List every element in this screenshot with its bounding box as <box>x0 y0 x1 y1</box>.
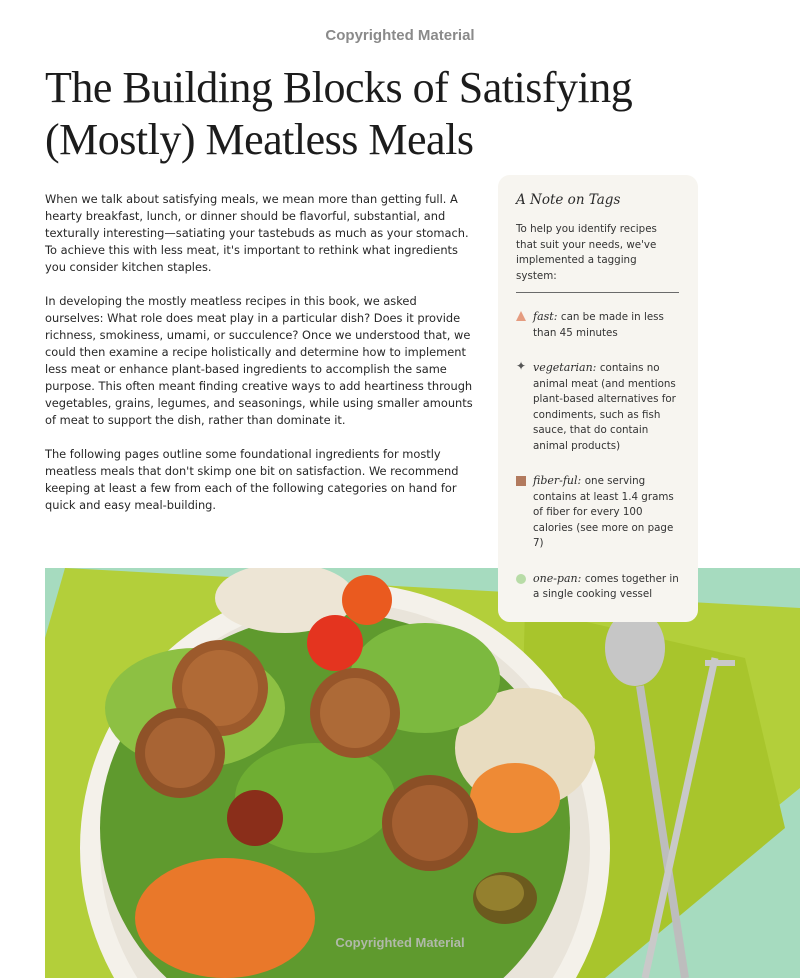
page-title: The Building Blocks of Satisfying (Mostly) Meatless Meals <box>45 63 633 164</box>
tag-description: can be made in less than 45 minutes <box>533 311 664 339</box>
triangle-icon <box>516 311 526 321</box>
tag-name: fiber-ful: <box>533 474 585 487</box>
paragraph-3: The following pages outline some foundational ingredients for mostly meatless meals that don't skimp one bit on satisfaction. We recommend keeping at least a few from each of the following categories on hand for quick and easy meal-building. <box>45 447 459 512</box>
tag-description: contains no animal meat (and mentions plant-based alternatives for condiments, such as fish sauce, that do contain animal products) <box>533 362 676 452</box>
square-icon <box>516 476 526 486</box>
watermark-bottom: Copyrighted Material <box>335 935 465 950</box>
salad-bowl-photo <box>45 568 800 978</box>
note-intro: To help you identify recipes that suit your needs, we've implemented a tagging system: <box>516 223 657 282</box>
tag-description: one serving contains at least 1.4 grams of fiber for every 100 calories (see more on page 7) <box>533 475 674 549</box>
tag-name: vegetarian: <box>533 361 600 374</box>
tag-fiber-ful <box>516 473 680 552</box>
tag-description: comes together in a single cooking vessel <box>533 572 679 600</box>
note-divider <box>516 292 679 293</box>
tag-one-pan <box>516 571 680 603</box>
body-text <box>45 191 475 531</box>
sparkle-icon: ✦ <box>516 359 527 373</box>
circle-icon <box>516 574 526 584</box>
paragraph-2: In developing the mostly meatless recipes in this book, we asked ourselves: What role does meat play in a particular dish? Does it provide richness, smokiness, umami, or succulence? Once we understood that, we could then examine a recipe holistically and determine how to implement less meat or enhance plant-based ingredients to accomplish the same purpose. This often meant finding creative ways to add heartiness through vegetables, grains, legumes, and seasonings, while using smaller amounts of meat to support the dish, rather than dominate it. <box>45 294 473 427</box>
tag-name: one-pan: <box>533 571 585 585</box>
tag-fast <box>516 309 680 341</box>
note-on-tags-card <box>498 175 698 622</box>
paragraph-1: When we talk about satisfying meals, we mean more than getting full. A hearty breakfast, lunch, or dinner should be flavorful, substantial, and texturally interesting—satiating your tastebuds as much as your stomach. To achieve this with less meat, it's important to rethink what ingredients you consider kitchen staples. <box>45 192 469 274</box>
note-title: A Note on Tags <box>516 192 621 208</box>
tag-name: fast: <box>533 310 561 323</box>
tag-vegetarian <box>516 360 680 454</box>
watermark-top: Copyrighted Material <box>325 27 475 44</box>
